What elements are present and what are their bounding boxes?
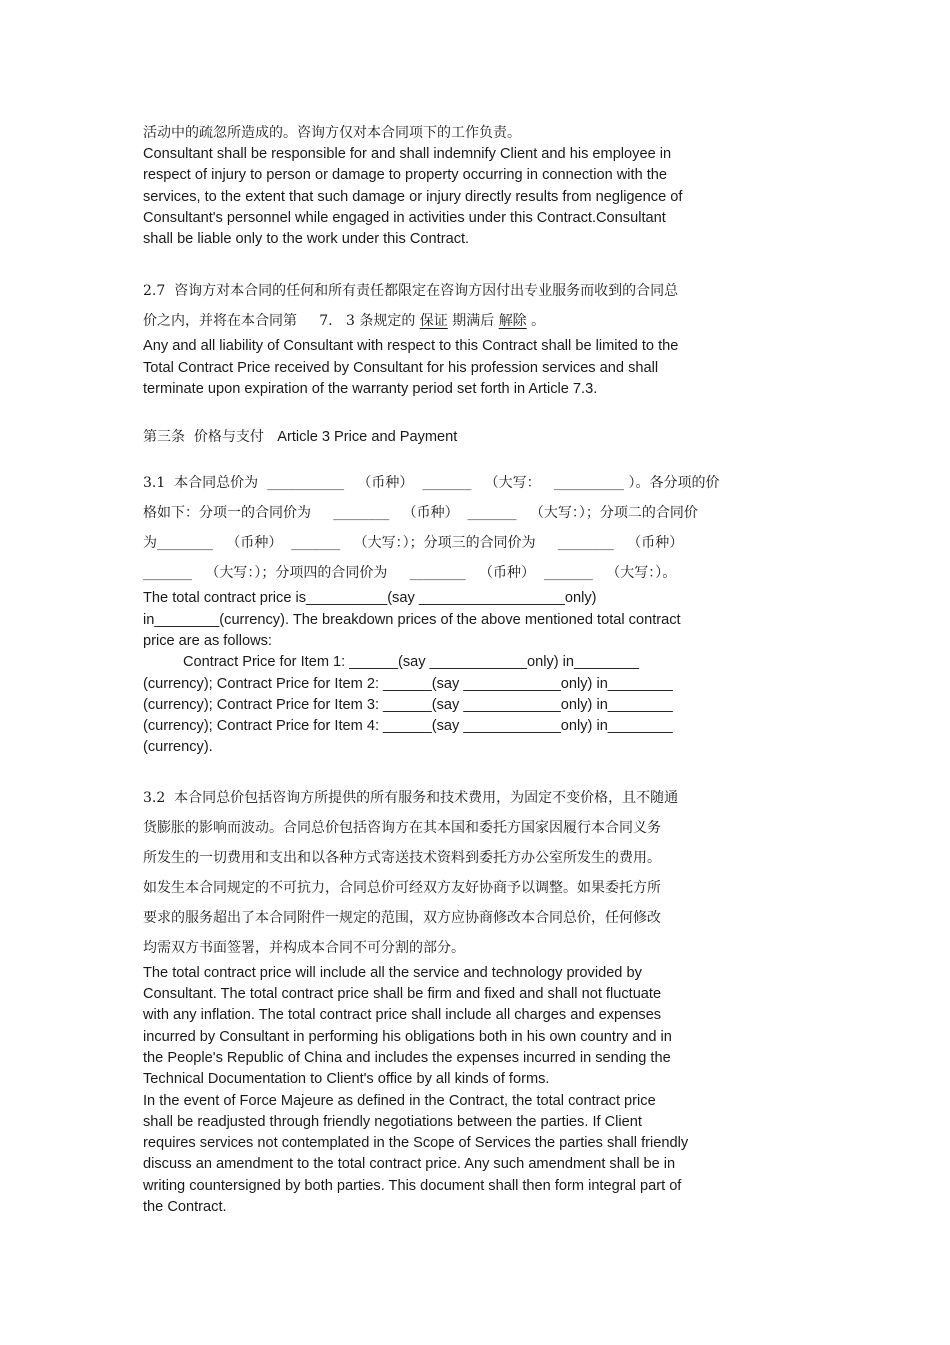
clause-3-1 xyxy=(143,468,803,758)
spacer xyxy=(143,448,803,468)
clause-3-2-en-line: the People's Republic of China and includes the expenses incurred in sending the xyxy=(143,1049,671,1066)
clause-3-1-item-line: (currency). xyxy=(143,739,213,756)
spacer xyxy=(143,400,803,426)
clause-2-6-en-line: shall be liable only to the work under this Contract. xyxy=(143,231,470,248)
spacer xyxy=(143,759,803,783)
clause-3-1-en-line: price are as follows: xyxy=(143,632,272,649)
clause-2-7-en-line: terminate upon expiration of the warranty period set forth in Article 7.3. xyxy=(143,381,598,398)
clause-3-1-item-line: (currency); Contract Price for Item 3: ______(say ____________only) in________ xyxy=(143,696,673,713)
clause-3-1-zh-line: 为________ （币种） _______ （大写：）；分项三的合同价为 ________ （币种） xyxy=(143,535,684,552)
clause-3-2-en-line: incurred by Consultant in performing his obligations both in his own country and in xyxy=(143,1028,672,1045)
clause-3-2-en-line: discuss an amendment to the total contract price. Any such amendment shall be in xyxy=(143,1156,676,1173)
clause-2-7-zh-line: 2.7 咨询方对本合同的任何和所有责任都限定在咨询方因付出专业服务而收到的合同总 xyxy=(143,283,679,300)
article-3-heading xyxy=(143,426,803,448)
clause-3-1-en-line: The total contract price is__________(say __________________only) xyxy=(143,590,597,607)
clause-2-6-zh: 活动中的疏忽所造成的。咨询方仅对本合同项下的工作负责。 xyxy=(143,125,521,141)
clause-3-2 xyxy=(143,783,803,1219)
clause-3-2-zh-line: 3.2 本合同总价包括咨询方所提供的所有服务和技术费用，为固定不变价格，且不随通 xyxy=(143,789,679,806)
clause-2-6-en-line: Consultant's personnel while engaged in activities under this Contract.Consultant xyxy=(143,209,666,226)
clause-3-2-zh-line: 均需双方书面签署，并构成本合同不可分割的部分。 xyxy=(143,939,465,956)
spacer xyxy=(143,250,803,276)
warranty-term: 保证 xyxy=(419,313,448,330)
clause-3-2-zh-line: 所发生的一切费用和支出和以各种方式寄送技术资料到委托方办公室所发生的费用。 xyxy=(143,849,661,866)
clause-2-7-zh-text: 期满后 xyxy=(447,313,499,330)
clause-3-1-zh-line: 格如下：分项一的合同价为 ________ （币种） _______ （大写：）；分项二的合同价 xyxy=(143,505,698,522)
release-term: 解除 xyxy=(498,313,527,330)
clause-3-2-en-line: with any inflation. The total contract price shall include all charges and expenses xyxy=(143,1007,662,1024)
clause-2-7-zh-line xyxy=(143,306,803,336)
article-3-heading-en: Article 3 Price and Payment xyxy=(277,429,458,446)
article-3-heading-zh: 第三条 价格与支付 xyxy=(143,429,278,446)
clause-2-6-en-line: Consultant shall be responsible for and shall indemnify Client and his employee in xyxy=(143,146,672,162)
clause-3-2-zh-line: 货膨胀的影响而波动。合同总价包括咨询方在其本国和委托方国家因履行本合同义务 xyxy=(143,819,661,836)
clause-3-2-zh-line: 要求的服务超出了本合同附件一规定的范围，双方应协商修改本合同总价，任何修改 xyxy=(143,909,661,926)
clause-3-1-en-line: in________(currency). The breakdown prices of the above mentioned total contract xyxy=(143,611,681,628)
clause-3-2-en-line: Technical Documentation to Client's office by all kinds of forms. xyxy=(143,1071,550,1088)
clause-3-2-en-line: The total contract price will include all the service and technology provided by xyxy=(143,964,642,981)
clause-3-2-zh-line: 如发生本合同规定的不可抗力，合同总价可经双方友好协商予以调整。如果委托方所 xyxy=(143,879,661,896)
clause-2-7-zh-text: 。 xyxy=(526,313,546,330)
clause-2-6-tail xyxy=(143,122,803,250)
clause-2-7-zh-text: 价之内，并将在本合同第 7. 3 条规定的 xyxy=(143,313,420,330)
clause-2-7 xyxy=(143,276,803,400)
clause-3-2-en-line: requires services not contemplated in the Scope of Services the parties shall friendly xyxy=(143,1135,689,1152)
clause-3-2-en-line: writing countersigned by both parties. This document shall then form integral part of xyxy=(143,1177,682,1194)
clause-3-1-item-line: (currency); Contract Price for Item 4: ______(say ____________only) in________ xyxy=(143,718,673,735)
clause-3-1-item-line: (currency); Contract Price for Item 2: ______(say ____________only) in________ xyxy=(143,675,673,692)
clause-2-6-en-line: respect of injury to person or damage to property occurring in connection with the xyxy=(143,167,668,184)
clause-3-1-zh-line: _______ （大写：）；分项四的合同价为 ________ （币种） _______ （大写：）。 xyxy=(143,565,677,582)
clause-2-6-en-line: services, to the extent that such damage or injury directly results from negligence of xyxy=(143,188,683,205)
clause-3-2-en-line: the Contract. xyxy=(143,1199,227,1216)
clause-3-2-en-line: In the event of Force Majeure as defined in the Contract, the total contract price xyxy=(143,1092,656,1109)
document-page xyxy=(143,122,803,1218)
clause-2-7-en-line: Any and all liability of Consultant with respect to this Contract shall be limited to the xyxy=(143,338,679,355)
clause-3-1-item-line: Contract Price for Item 1: ______(say ____________only) in________ xyxy=(183,654,639,671)
clause-3-2-en-line: shall be readjusted through friendly negotiations between the parties. If Client xyxy=(143,1113,642,1130)
clause-2-7-en-line: Total Contract Price received by Consultant for his profession services and shall xyxy=(143,359,659,376)
clause-3-1-zh-line: 3.1 本合同总价为 ___________ （币种） _______ （大写： __________ ）。各分项的价 xyxy=(143,475,720,492)
clause-3-2-en-line: Consultant. The total contract price shall be firm and fixed and shall not fluctuate xyxy=(143,986,662,1003)
